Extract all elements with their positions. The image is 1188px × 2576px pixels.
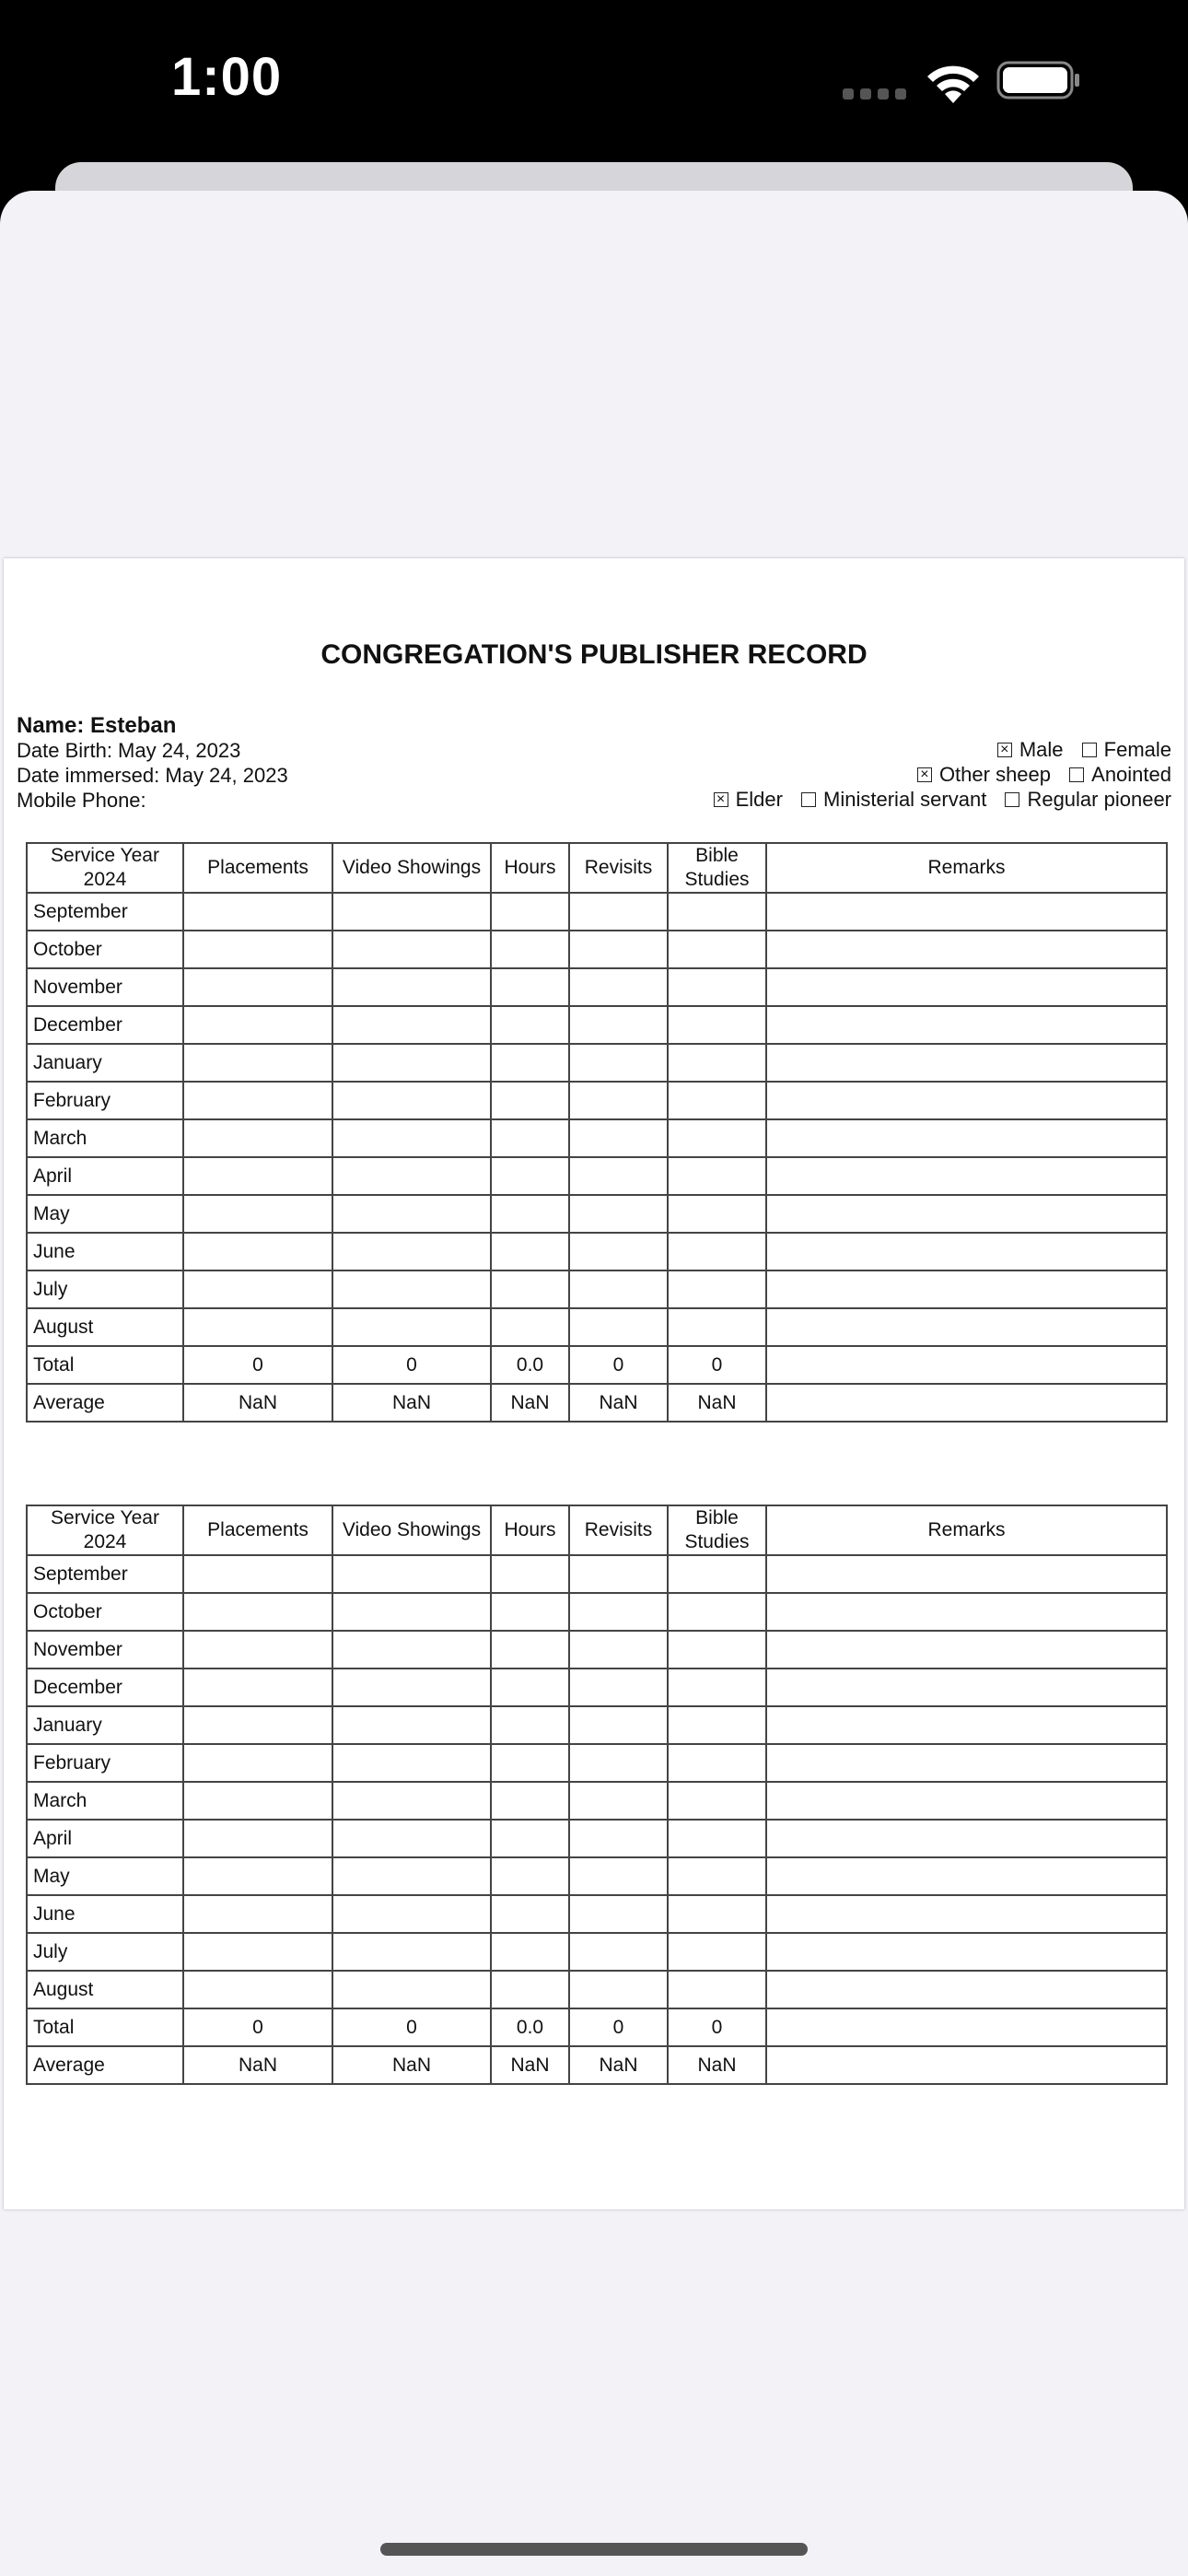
value-cell: [183, 1308, 332, 1346]
value-cell: [183, 968, 332, 1006]
revisits-header: Revisits: [569, 1505, 668, 1555]
table-header-row: [27, 1505, 1167, 1555]
table-row: [27, 1119, 1167, 1157]
video-showings-header: Video Showings: [332, 1505, 491, 1555]
month-cell: April: [27, 1157, 183, 1195]
publisher-attributes: [701, 737, 1171, 812]
average-placements-cell: NaN: [183, 1384, 332, 1422]
value-cell: [332, 1044, 491, 1082]
month-cell: December: [27, 1669, 183, 1706]
remarks-cell: [766, 2008, 1167, 2046]
table-row: [27, 1006, 1167, 1044]
value-cell: [668, 1157, 766, 1195]
service-year-table: [26, 1505, 1168, 2085]
table-row: [27, 1157, 1167, 1195]
remarks-cell: [766, 1384, 1167, 1422]
value-cell: [491, 1308, 569, 1346]
value-cell: [332, 1593, 491, 1631]
value-cell: [766, 931, 1167, 968]
anointed-label: Anointed: [1091, 763, 1171, 786]
value-cell: [668, 1119, 766, 1157]
month-cell: March: [27, 1782, 183, 1820]
value-cell: [183, 1933, 332, 1971]
value-cell: [569, 931, 668, 968]
month-cell: June: [27, 1895, 183, 1933]
value-cell: [766, 1744, 1167, 1782]
value-cell: [183, 1857, 332, 1895]
value-cell: [569, 1669, 668, 1706]
value-cell: [332, 1631, 491, 1669]
month-cell: February: [27, 1744, 183, 1782]
table-row: [27, 1195, 1167, 1233]
month-cell: August: [27, 1971, 183, 2008]
total-video-cell: 0: [332, 1346, 491, 1384]
value-cell: [332, 1971, 491, 2008]
value-cell: [491, 931, 569, 968]
value-cell: [668, 1631, 766, 1669]
value-cell: [491, 1631, 569, 1669]
value-cell: [332, 1195, 491, 1233]
value-cell: [183, 1782, 332, 1820]
value-cell: [491, 1082, 569, 1119]
average-revisits-cell: NaN: [569, 2046, 668, 2084]
value-cell: [766, 1820, 1167, 1857]
value-cell: [183, 1631, 332, 1669]
value-cell: [491, 1857, 569, 1895]
service-year-header: Service Year 2024: [27, 843, 183, 893]
total-hours-cell: 0.0: [491, 1346, 569, 1384]
month-cell: July: [27, 1270, 183, 1308]
value-cell: [668, 1593, 766, 1631]
table-row: [27, 1669, 1167, 1706]
remarks-header: Remarks: [766, 1505, 1167, 1555]
value-cell: [183, 1006, 332, 1044]
value-cell: [332, 1669, 491, 1706]
total-label: Total: [27, 2008, 183, 2046]
bible-studies-header: Bible Studies: [668, 843, 766, 893]
value-cell: [183, 1270, 332, 1308]
value-cell: [766, 893, 1167, 931]
table-row: [27, 1082, 1167, 1119]
value-cell: [766, 1082, 1167, 1119]
value-cell: [766, 968, 1167, 1006]
value-cell: [332, 1082, 491, 1119]
table-row: [27, 1593, 1167, 1631]
roles-row: [701, 787, 1171, 812]
service-year-header: Service Year 2024: [27, 1505, 183, 1555]
placements-header: Placements: [183, 1505, 332, 1555]
value-cell: [332, 1895, 491, 1933]
average-video-cell: NaN: [332, 1384, 491, 1422]
value-cell: [668, 931, 766, 968]
value-cell: [183, 893, 332, 931]
regular-pioneer-checkbox: [1005, 792, 1019, 807]
elder-checkbox: [714, 792, 728, 807]
value-cell: [491, 1895, 569, 1933]
value-cell: [766, 1782, 1167, 1820]
value-cell: [668, 1044, 766, 1082]
total-revisits-cell: 0: [569, 2008, 668, 2046]
month-cell: January: [27, 1706, 183, 1744]
value-cell: [766, 1857, 1167, 1895]
total-video-cell: 0: [332, 2008, 491, 2046]
value-cell: [668, 1006, 766, 1044]
value-cell: [668, 1933, 766, 1971]
value-cell: [668, 1195, 766, 1233]
value-cell: [332, 1706, 491, 1744]
value-cell: [183, 1593, 332, 1631]
cellular-signal-icon: [843, 88, 913, 104]
month-cell: February: [27, 1082, 183, 1119]
month-cell: June: [27, 1233, 183, 1270]
table-row: [27, 1820, 1167, 1857]
value-cell: [491, 1270, 569, 1308]
table-row: [27, 1895, 1167, 1933]
value-cell: [491, 1971, 569, 2008]
value-cell: [491, 1744, 569, 1782]
value-cell: [183, 1669, 332, 1706]
value-cell: [491, 1669, 569, 1706]
value-cell: [668, 1857, 766, 1895]
remarks-header: Remarks: [766, 843, 1167, 893]
value-cell: [766, 1308, 1167, 1346]
total-placements-cell: 0: [183, 1346, 332, 1384]
month-cell: October: [27, 1593, 183, 1631]
table-row: [27, 1706, 1167, 1744]
value-cell: [569, 1631, 668, 1669]
video-showings-header: Video Showings: [332, 843, 491, 893]
value-cell: [766, 1706, 1167, 1744]
average-row: [27, 1384, 1167, 1422]
value-cell: [668, 1270, 766, 1308]
hope-row: [701, 762, 1171, 787]
value-cell: [766, 1044, 1167, 1082]
table-row: [27, 1857, 1167, 1895]
month-cell: December: [27, 1006, 183, 1044]
male-checkbox: [997, 743, 1012, 757]
average-video-cell: NaN: [332, 2046, 491, 2084]
value-cell: [332, 1233, 491, 1270]
table-row: [27, 931, 1167, 968]
value-cell: [183, 1044, 332, 1082]
bible-studies-header: Bible Studies: [668, 1505, 766, 1555]
table-row: [27, 1933, 1167, 1971]
value-cell: [332, 893, 491, 931]
total-row: [27, 2008, 1167, 2046]
average-revisits-cell: NaN: [569, 1384, 668, 1422]
value-cell: [569, 1157, 668, 1195]
date-immersed: Date immersed: May 24, 2023: [17, 764, 288, 787]
value-cell: [766, 1233, 1167, 1270]
value-cell: [766, 1270, 1167, 1308]
status-bar: [0, 0, 1188, 166]
home-indicator[interactable]: [380, 2543, 808, 2556]
value-cell: [491, 1157, 569, 1195]
value-cell: [491, 1006, 569, 1044]
value-cell: [183, 1555, 332, 1593]
table-row: [27, 1744, 1167, 1782]
battery-icon: [996, 61, 1081, 100]
publisher-record-document: [4, 558, 1184, 2209]
value-cell: [569, 1706, 668, 1744]
value-cell: [569, 1895, 668, 1933]
table-row: [27, 1308, 1167, 1346]
table-header-row: [27, 843, 1167, 893]
value-cell: [569, 1857, 668, 1895]
average-placements-cell: NaN: [183, 2046, 332, 2084]
value-cell: [668, 1233, 766, 1270]
service-year-table: [26, 842, 1168, 1423]
value-cell: [491, 1820, 569, 1857]
value-cell: [183, 1895, 332, 1933]
value-cell: [668, 1082, 766, 1119]
total-placements-cell: 0: [183, 2008, 332, 2046]
value-cell: [332, 931, 491, 968]
total-label: Total: [27, 1346, 183, 1384]
value-cell: [569, 1195, 668, 1233]
gender-row: [701, 737, 1171, 762]
value-cell: [332, 1744, 491, 1782]
month-cell: September: [27, 893, 183, 931]
month-cell: September: [27, 1555, 183, 1593]
value-cell: [766, 1119, 1167, 1157]
value-cell: [668, 1669, 766, 1706]
value-cell: [183, 1820, 332, 1857]
month-cell: May: [27, 1857, 183, 1895]
value-cell: [569, 1820, 668, 1857]
value-cell: [183, 931, 332, 968]
value-cell: [332, 1270, 491, 1308]
ministerial-servant-label: Ministerial servant: [823, 788, 987, 811]
mobile-phone: Mobile Phone:: [17, 789, 146, 812]
total-bible-cell: 0: [668, 2008, 766, 2046]
value-cell: [332, 1006, 491, 1044]
value-cell: [569, 1971, 668, 2008]
value-cell: [668, 1782, 766, 1820]
average-label: Average: [27, 2046, 183, 2084]
value-cell: [183, 1744, 332, 1782]
value-cell: [183, 1706, 332, 1744]
value-cell: [766, 1933, 1167, 1971]
value-cell: [183, 1195, 332, 1233]
value-cell: [569, 1593, 668, 1631]
anointed-checkbox: [1069, 767, 1084, 782]
value-cell: [332, 1308, 491, 1346]
table-row: [27, 1971, 1167, 2008]
value-cell: [668, 1706, 766, 1744]
value-cell: [183, 1157, 332, 1195]
publisher-info: [17, 713, 288, 813]
month-cell: November: [27, 1631, 183, 1669]
document-title: CONGREGATION'S PUBLISHER RECORD: [320, 639, 868, 670]
average-hours-cell: NaN: [491, 2046, 569, 2084]
value-cell: [766, 1631, 1167, 1669]
table-row: [27, 893, 1167, 931]
value-cell: [332, 1119, 491, 1157]
value-cell: [183, 1971, 332, 2008]
status-time: 1:00: [171, 47, 283, 107]
placements-header: Placements: [183, 843, 332, 893]
table-row: [27, 1270, 1167, 1308]
value-cell: [569, 1082, 668, 1119]
value-cell: [332, 1933, 491, 1971]
other-sheep-label: Other sheep: [938, 763, 1052, 786]
table-row: [27, 1782, 1167, 1820]
value-cell: [668, 1308, 766, 1346]
value-cell: [569, 1233, 668, 1270]
month-cell: May: [27, 1195, 183, 1233]
average-row: [27, 2046, 1167, 2084]
month-cell: July: [27, 1933, 183, 1971]
average-label: Average: [27, 1384, 183, 1422]
table-row: [27, 1044, 1167, 1082]
value-cell: [569, 1744, 668, 1782]
value-cell: [332, 1782, 491, 1820]
value-cell: [491, 1195, 569, 1233]
table-row: [27, 1631, 1167, 1669]
average-hours-cell: NaN: [491, 1384, 569, 1422]
value-cell: [183, 1082, 332, 1119]
remarks-cell: [766, 2046, 1167, 2084]
value-cell: [491, 1706, 569, 1744]
total-row: [27, 1346, 1167, 1384]
month-cell: March: [27, 1119, 183, 1157]
value-cell: [668, 968, 766, 1006]
month-cell: August: [27, 1308, 183, 1346]
value-cell: [766, 1555, 1167, 1593]
value-cell: [668, 893, 766, 931]
total-revisits-cell: 0: [569, 1346, 668, 1384]
value-cell: [491, 1119, 569, 1157]
month-cell: January: [27, 1044, 183, 1082]
male-label: Male: [1019, 738, 1064, 761]
value-cell: [766, 1157, 1167, 1195]
value-cell: [491, 1782, 569, 1820]
value-cell: [491, 1593, 569, 1631]
value-cell: [332, 1820, 491, 1857]
total-bible-cell: 0: [668, 1346, 766, 1384]
value-cell: [332, 1555, 491, 1593]
value-cell: [491, 968, 569, 1006]
value-cell: [332, 1157, 491, 1195]
wifi-icon: [921, 57, 985, 105]
month-cell: November: [27, 968, 183, 1006]
value-cell: [569, 1555, 668, 1593]
hours-header: Hours: [491, 1505, 569, 1555]
value-cell: [668, 1744, 766, 1782]
value-cell: [491, 893, 569, 931]
month-cell: April: [27, 1820, 183, 1857]
value-cell: [491, 1233, 569, 1270]
value-cell: [766, 1195, 1167, 1233]
value-cell: [569, 1933, 668, 1971]
value-cell: [491, 1933, 569, 1971]
average-bible-cell: NaN: [668, 2046, 766, 2084]
value-cell: [491, 1555, 569, 1593]
total-hours-cell: 0.0: [491, 2008, 569, 2046]
value-cell: [668, 1555, 766, 1593]
month-cell: October: [27, 931, 183, 968]
value-cell: [332, 968, 491, 1006]
table-row: [27, 1233, 1167, 1270]
value-cell: [569, 893, 668, 931]
value-cell: [569, 1119, 668, 1157]
value-cell: [569, 1044, 668, 1082]
hours-header: Hours: [491, 843, 569, 893]
value-cell: [332, 1857, 491, 1895]
average-bible-cell: NaN: [668, 1384, 766, 1422]
value-cell: [569, 1006, 668, 1044]
value-cell: [569, 968, 668, 1006]
date-birth: Date Birth: May 24, 2023: [17, 739, 241, 762]
value-cell: [668, 1895, 766, 1933]
value-cell: [668, 1820, 766, 1857]
table-row: [27, 1555, 1167, 1593]
female-label: Female: [1103, 738, 1171, 761]
value-cell: [491, 1044, 569, 1082]
value-cell: [183, 1233, 332, 1270]
remarks-cell: [766, 1346, 1167, 1384]
value-cell: [766, 1006, 1167, 1044]
ministerial-servant-checkbox: [801, 792, 816, 807]
value-cell: [569, 1782, 668, 1820]
value-cell: [766, 1669, 1167, 1706]
table-row: [27, 968, 1167, 1006]
value-cell: [183, 1119, 332, 1157]
female-checkbox: [1082, 743, 1097, 757]
elder-label: Elder: [735, 788, 783, 811]
value-cell: [569, 1270, 668, 1308]
value-cell: [668, 1971, 766, 2008]
revisits-header: Revisits: [569, 843, 668, 893]
regular-pioneer-label: Regular pioneer: [1027, 788, 1171, 811]
value-cell: [569, 1308, 668, 1346]
other-sheep-checkbox: [917, 767, 932, 782]
value-cell: [766, 1895, 1167, 1933]
publisher-name: Name: Esteban: [17, 713, 177, 738]
value-cell: [766, 1971, 1167, 2008]
value-cell: [766, 1593, 1167, 1631]
